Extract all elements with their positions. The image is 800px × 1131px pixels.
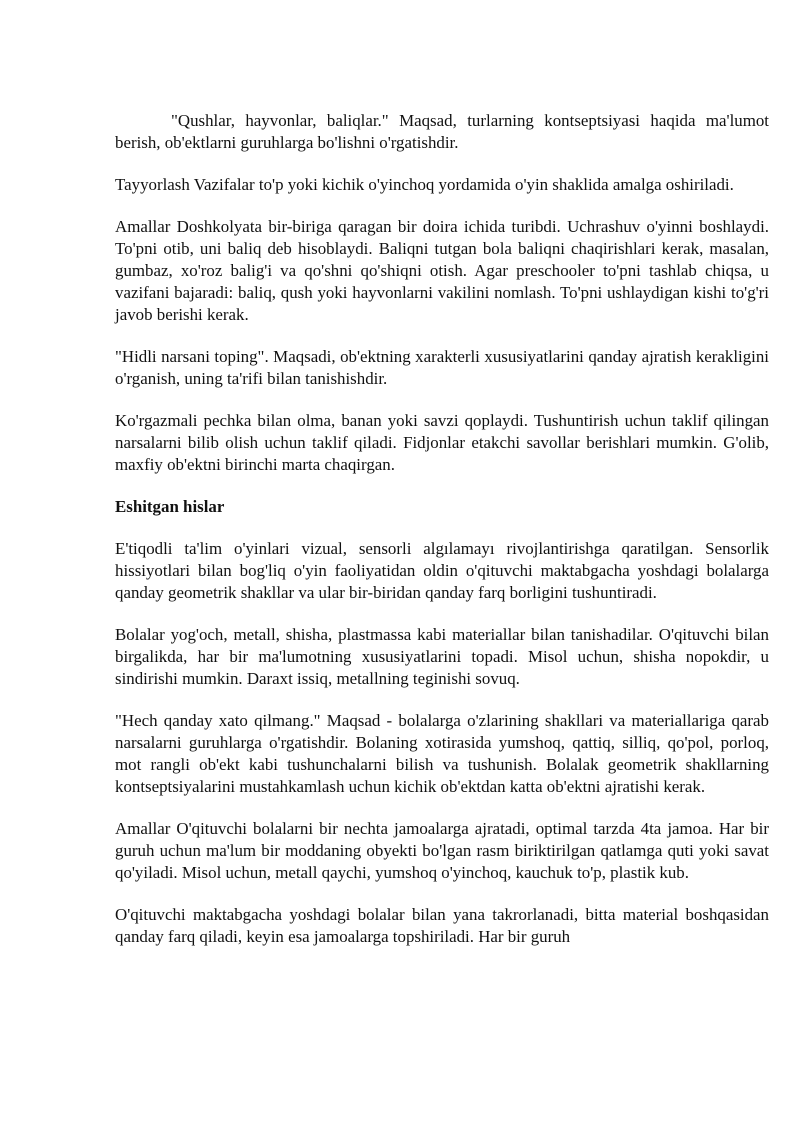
paragraph-actions-teams: Amallar O'qituvchi bolalarni bir nechta jamoalarga ajratadi, optimal tarzda 4ta jamoa. Har bir guruh uchun ma'lum bir moddaning obyekti bo'lgan rasm biriktirilgan qatlamga quti yoki savat qo'yiladi. Misol uchun, metall qaychi, yumshoq o'yinchoq, kauchuk to'p, plastik kub. [115, 819, 769, 882]
paragraph-demonstration: Ko'rgazmali pechka bilan olma, banan yoki savzi qoplaydi. Tushuntirish uchun taklif qilingan narsalarni bilib olish uchun taklif qiladi. Fidjonlar etakchi savollar berishlari mumkin. G'olib, maxfiy ob'ektni birinchi marta chaqirgan. [115, 411, 769, 474]
document-page [115, 110, 769, 968]
paragraph-actions-ball-game: Amallar Doshkolyata bir-biriga qaragan bir doira ichida turibdi. Uchrashuv o'yinni boshlaydi. To'pni otib, uni baliq deb hisoblaydi. Baliqni tutgan bola baliqni chaqirishlari kerak, masalan, gumbaz, xo'roz balig'i va qo'shni qo'shiqni otish. Agar preschooler to'pni tashlab chiqsa, u vazifani bajaradi: baliq, qush yoki hayvonlarni vakilini nomlash. To'pni ushlaydigan kishi to'g'ri javob berishi kerak. [115, 217, 769, 324]
paragraph-birds-animals-fish: "Qushlar, hayvonlar, baliqlar." Maqsad, turlarning kontseptsiyasi haqida ma'lumot berish, ob'ektlarni guruhlarga bo'lishni o'rgatishdir. [115, 111, 769, 152]
paragraph-find-smelly-object: "Hidli narsani toping". Maqsadi, ob'ektning xarakterli xususiyatlarini qanday ajratish kerakligini o'rganish, uning ta'rifi bilan tanishishdir. [115, 347, 769, 388]
paragraph-preparation: Tayyorlash Vazifalar to'p yoki kichik o'yinchoq yordamida o'yin shaklida amalga oshiriladi. [115, 175, 734, 194]
section-heading: Eshitgan hislar [115, 497, 225, 516]
paragraph-teacher-repeats: O'qituvchi maktabgacha yoshdagi bolalar bilan yana takrorlanadi, bitta material boshqasidan qanday farq qiladi, keyin esa jamoalarga topshiriladi. Har bir guruh [115, 905, 769, 946]
paragraph-sensory-games: E'tiqodli ta'lim o'yinlari vizual, sensorli algılamayı rivojlantirishga qaratilgan. Sensorlik hissiyotlari bilan bog'liq o'yin faoliyatidan oldin o'qituvchi maktabgacha yoshdagi bolalarga qanday geometrik shakllar va ular bir-biridan qanday farq borligini tushuntiradi. [115, 539, 769, 602]
paragraph-no-mistakes: "Hech qanday xato qilmang." Maqsad - bolalarga o'zlarining shakllari va materiallariga qarab narsalarni guruhlarga o'rgatishdir. Bolaning xotirasida yumshoq, qattiq, silliq, qo'pol, porloq, mot rangli ob'ekt kabi tushunchalarni bilish va tushunish. Bolalak geometrik shakllarning kontseptsiyalarini mustahkamlash uchun kichik ob'ektdan katta ob'ektni ajratishi kerak. [115, 711, 769, 796]
paragraph-materials: Bolalar yog'och, metall, shisha, plastmassa kabi materiallar bilan tanishadilar. O'qituvchi bilan birgalikda, har bir ma'lumotning xususiyatlarini topadi. Misol uchun, shisha nopokdir, u sindirishi mumkin. Daraxt issiq, metallning teginishi sovuq. [115, 625, 769, 688]
